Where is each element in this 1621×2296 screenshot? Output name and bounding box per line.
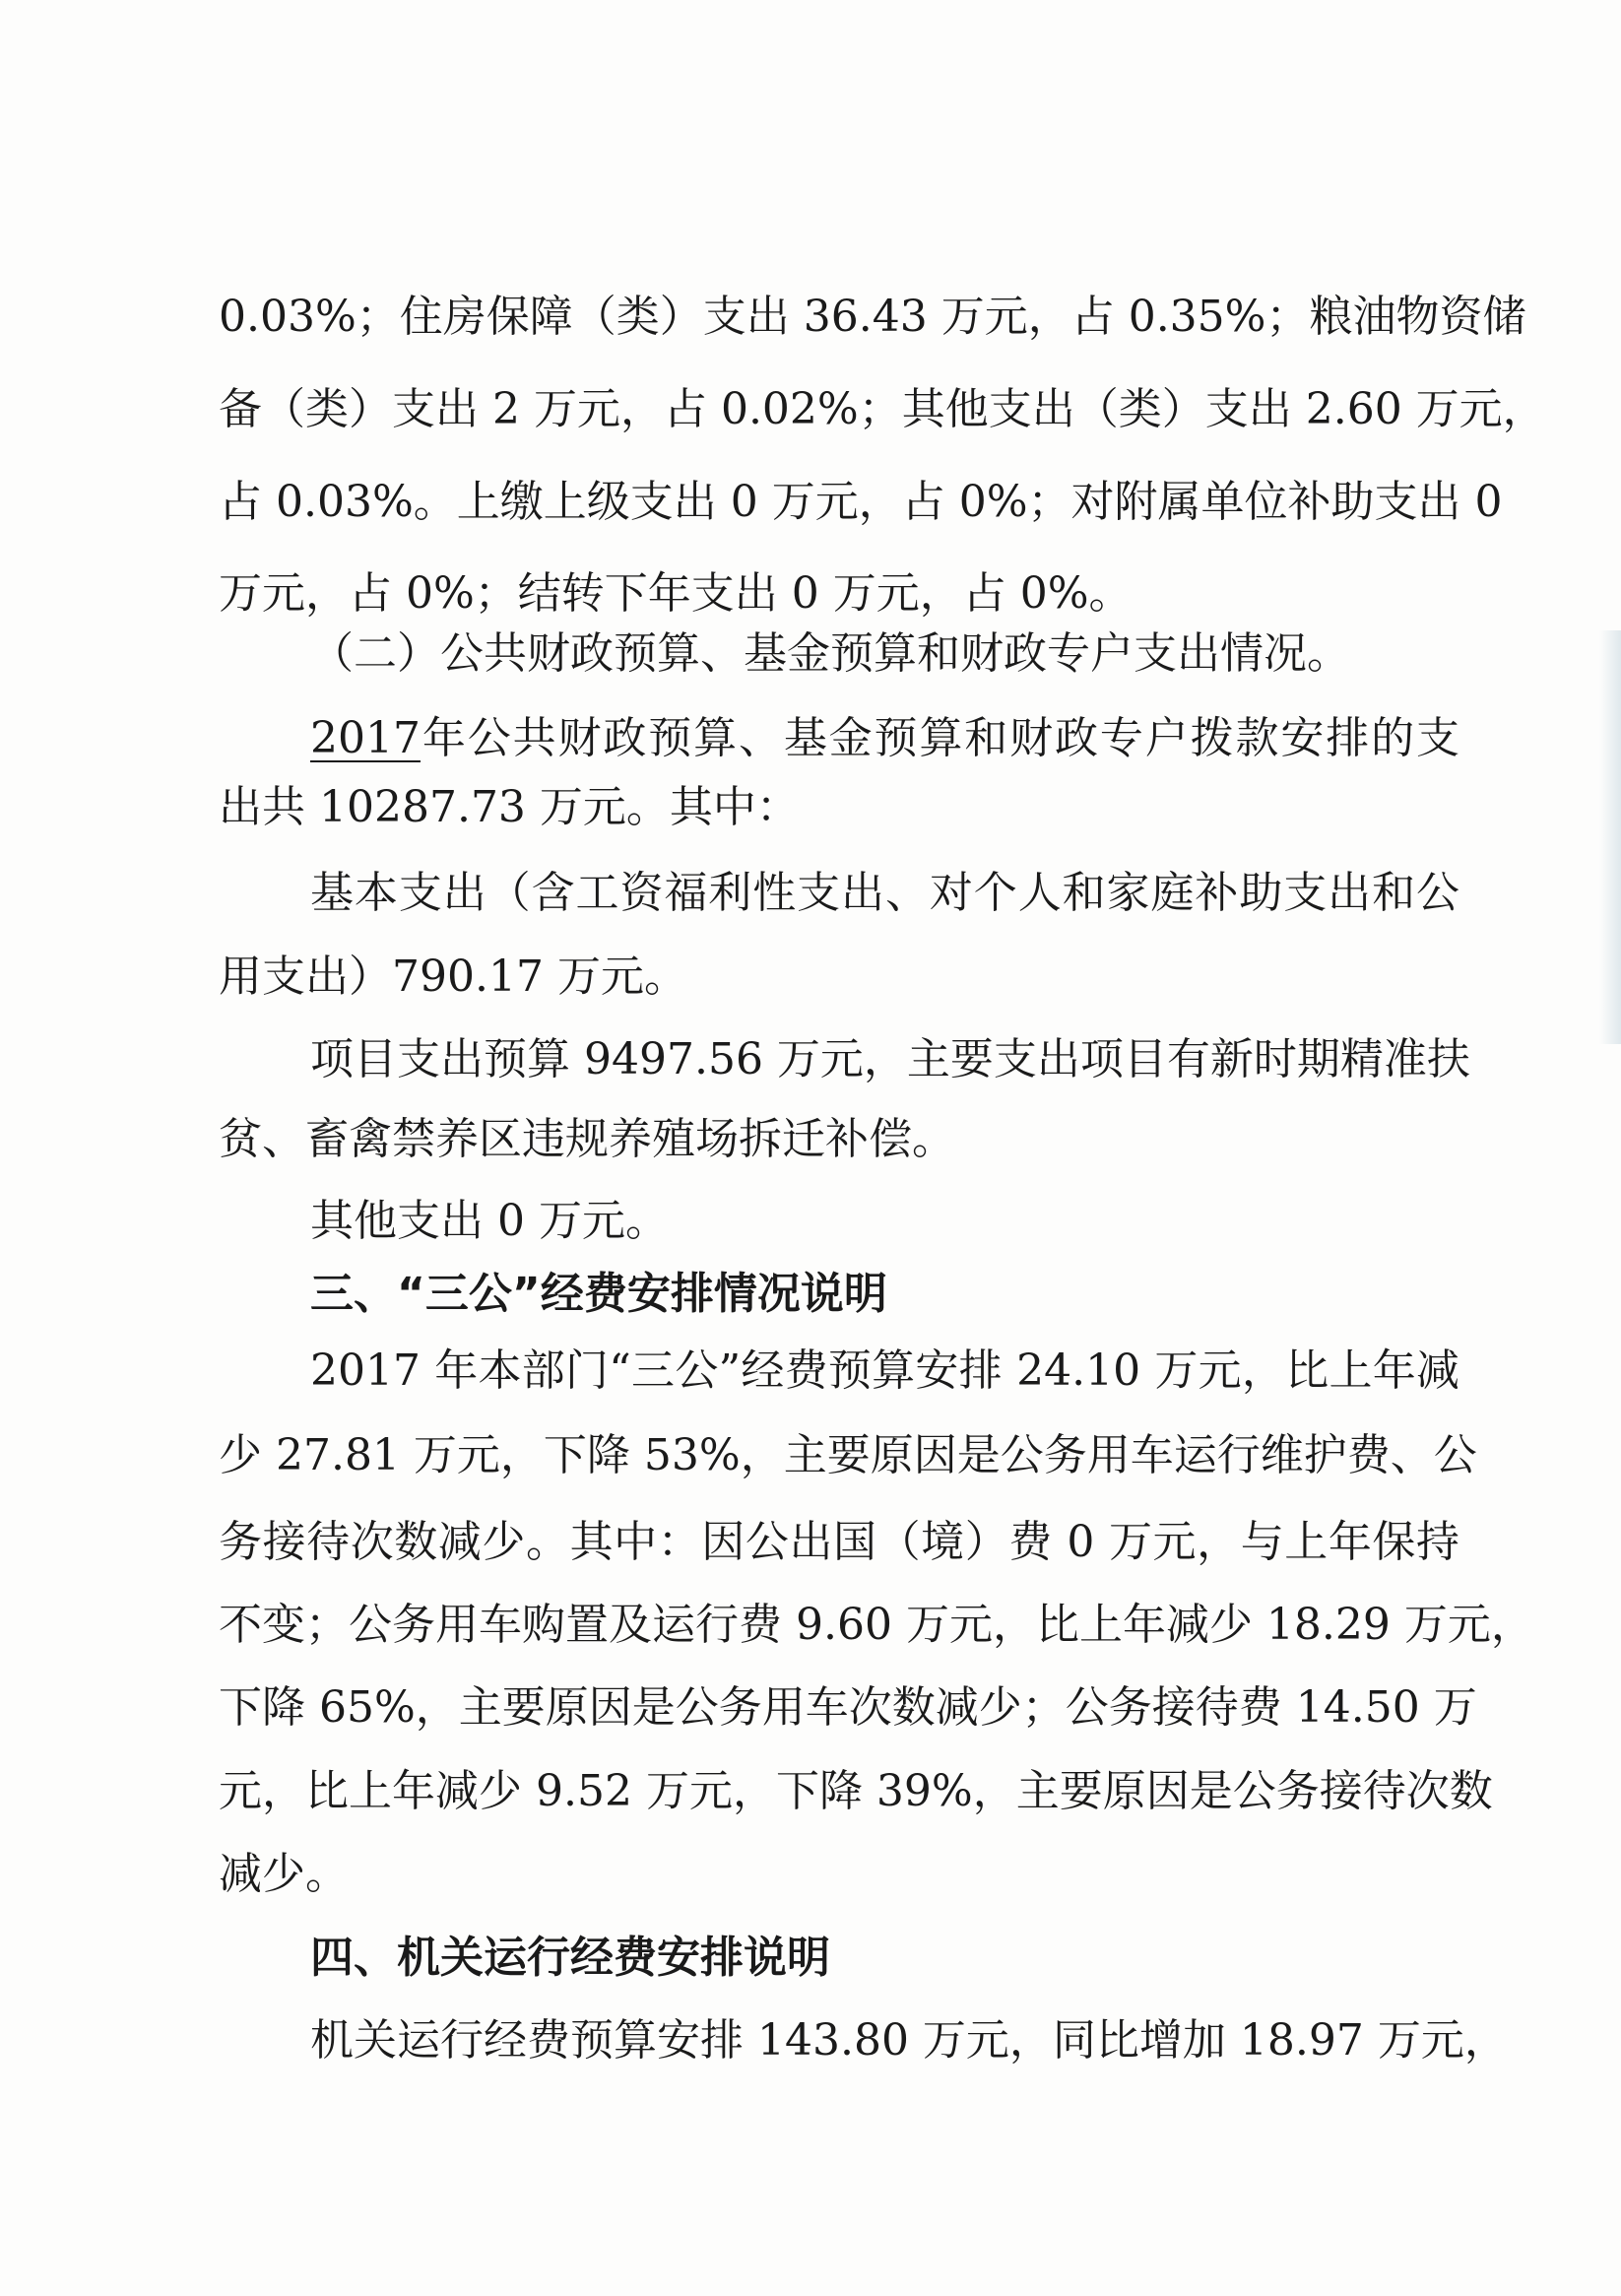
paragraph-line: 项目支出预算 9497.56 万元，主要支出项目有新时期精准扶 bbox=[310, 1034, 1470, 1084]
section-heading: 三、“三公”经费安排情况说明 bbox=[310, 1269, 887, 1319]
text-line: 占 0.03%。上缴上级支出 0 万元，占 0%；对附属单位补助支出 0 bbox=[219, 477, 1503, 527]
text-line: 备（类）支出 2 万元，占 0.02%；其他支出（类）支出 2.60 万元， bbox=[219, 384, 1546, 434]
paragraph-line: 元，比上年减少 9.52 万元，下降 39%，主要原因是公务接待次数 bbox=[219, 1766, 1493, 1816]
scan-artifact bbox=[1599, 630, 1621, 1044]
text-line: 万元，占 0%；结转下年支出 0 万元，占 0%。 bbox=[219, 568, 1133, 619]
year-underlined: 2017 bbox=[310, 713, 421, 763]
section-heading: 四、机关运行经费安排说明 bbox=[310, 1933, 830, 1983]
paragraph-line: 用支出）790.17 万元。 bbox=[219, 951, 687, 1002]
paragraph-line: 机关运行经费预算安排 143.80 万元，同比增加 18.97 万元， bbox=[310, 2015, 1508, 2066]
paragraph-line: 下降 65%，主要原因是公务用车次数减少；公务接待费 14.50 万 bbox=[219, 1682, 1477, 1733]
paragraph-line: 务接待次数减少。其中：因公出国（境）费 0 万元，与上年保持 bbox=[219, 1517, 1459, 1567]
text-line: 0.03%；住房保障（类）支出 36.43 万元，占 0.35%；粮油物资储 bbox=[219, 292, 1526, 342]
subsection-heading: （二）公共财政预算、基金预算和财政专户支出情况。 bbox=[310, 628, 1350, 679]
paragraph-line: 其他支出 0 万元。 bbox=[310, 1196, 669, 1246]
paragraph-line bbox=[310, 709, 1459, 768]
paragraph-line: 少 27.81 万元，下降 53%，主要原因是公务用车运行维护费、公 bbox=[219, 1430, 1477, 1480]
paragraph-line: 减少。 bbox=[219, 1849, 349, 1899]
paragraph-line: 出共 10287.73 万元。其中： bbox=[219, 782, 800, 832]
paragraph-line: 2017 年本部门“三公”经费预算安排 24.10 万元，比上年减 bbox=[310, 1345, 1459, 1396]
paragraph-line: 贫、畜禽禁养区违规养殖场拆迁补偿。 bbox=[219, 1114, 955, 1164]
paragraph-line: 不变；公务用车购置及运行费 9.60 万元，比上年减少 18.29 万元， bbox=[219, 1600, 1534, 1650]
paragraph-text: 年公共财政预算、基金预算和财政专户拨款安排的支 bbox=[420, 713, 1459, 763]
paragraph-line: 基本支出（含工资福利性支出、对个人和家庭补助支出和公 bbox=[310, 868, 1459, 918]
